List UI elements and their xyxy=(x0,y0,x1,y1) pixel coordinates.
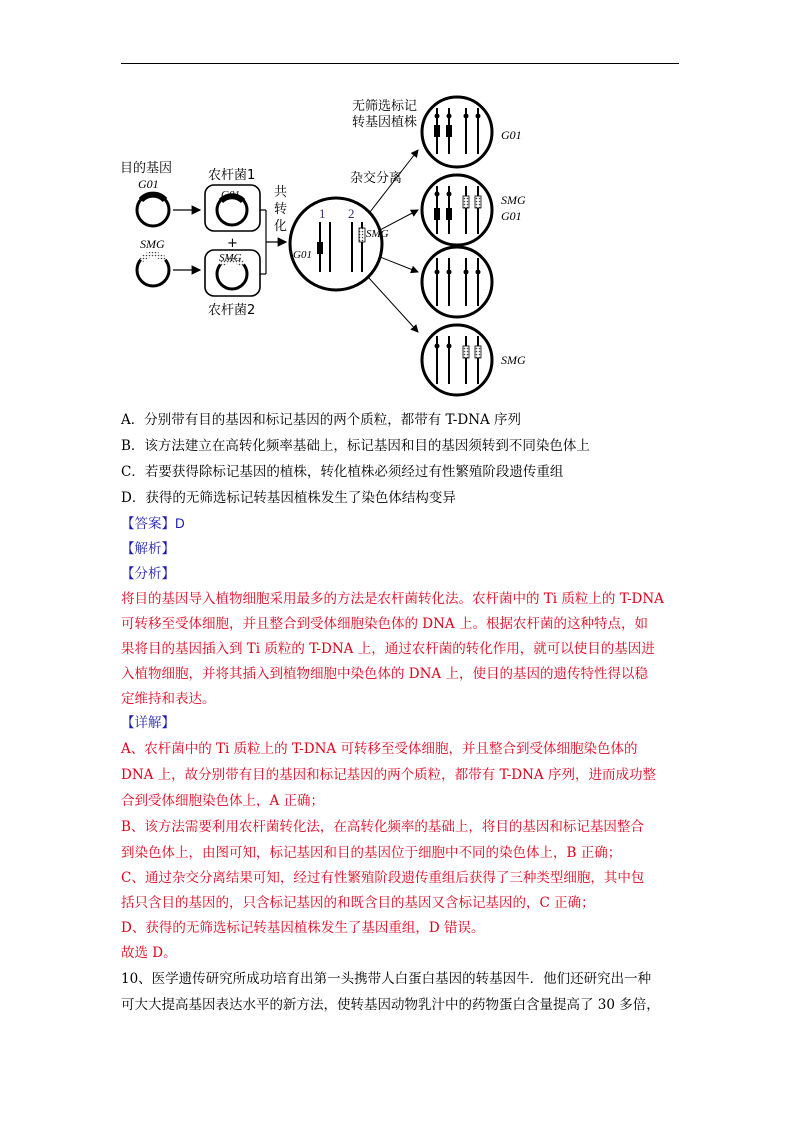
analysis-line-5: 定维持和表达。 xyxy=(121,691,216,707)
out4-smg-label: SMG xyxy=(501,353,526,367)
detail-line-3: 合到受体细胞染色体上，A 正确； xyxy=(121,793,325,809)
out2-smg-label: SMG xyxy=(501,193,526,207)
co-char-1: 共 xyxy=(274,185,288,200)
detail-line-7: 括只含目的基因的，只含标记基因的和既含目的基因又含标记基因的，C 正确； xyxy=(121,895,595,911)
detail-line-8: D、获得的无筛选标记转基因植株发生了基因重组，D 错误。 xyxy=(121,920,485,936)
xiangjie-heading: 【详解】 xyxy=(121,715,175,730)
transformed-cell xyxy=(290,198,382,290)
detail-line-9: 故选 D。 xyxy=(121,945,177,961)
out2-g01-label: G01 xyxy=(501,209,522,223)
output-cell-none xyxy=(422,247,492,317)
transformation-diagram xyxy=(118,92,558,402)
option-a: A．分别带有目的基因和标记基因的两个质粒，都带有 T-DNA 序列 xyxy=(121,412,522,428)
target-gene-label: 目的基因 xyxy=(120,161,173,176)
plus-sign: + xyxy=(227,236,238,251)
g01-insert xyxy=(141,195,165,200)
analysis-line-3: 果将目的基因插入到 Ti 质粒的 T-DNA 上，通过农杆菌的转化作用，就可以使目的基因进 xyxy=(121,641,655,657)
detail-line-2: DNA 上，故分别带有目的基因和标记基因的两个质粒，都带有 T-DNA 序列，进而成功整 xyxy=(121,767,656,783)
arrow-out4 xyxy=(368,277,418,332)
detail-line-4: B、该方法需要利用农杆菌转化法，在高转化频率的基础上，将目的基因和标记基因整合 xyxy=(121,819,644,835)
agro2-smg-label: SMG xyxy=(219,252,242,264)
smg-insert xyxy=(141,255,165,260)
detail-line-1: A、农杆菌中的 Ti 质粒上的 T-DNA 可转移至受体细胞，并且整合到受体细胞染色体的 xyxy=(121,741,638,757)
agro1-g01-label: G01 xyxy=(221,189,240,201)
detail-line-5: 到染色体上，由图可知，标记基因和目的基因位于细胞中不同的染色体上，B 正确； xyxy=(121,845,622,861)
co-char-2: 转 xyxy=(274,202,288,217)
output-cell-smg xyxy=(422,325,492,395)
chrom1-label: 1 xyxy=(319,206,326,221)
analysis-line-1: 将目的基因导入植物细胞采用最多的方法是农杆菌转化法。农杆菌中的 Ti 质粒上的 T-DNA xyxy=(121,591,664,607)
arrow-out3 xyxy=(380,257,418,272)
next-question-line-1: 10、医学遗传研究所成功培育出第一头携带人白蛋白基因的转基因牛．他们还研究出一种 xyxy=(121,971,652,987)
fenxi-heading: 【分析】 xyxy=(121,566,175,581)
option-b: B．该方法建立在高转化频率基础上，标记基因和目的基因须转到不同染色体上 xyxy=(121,438,590,454)
arrow-out2 xyxy=(380,210,418,230)
header-rule xyxy=(121,63,679,64)
output-cell-smg-g01 xyxy=(422,175,492,245)
analysis-line-2: 可转移至受体细胞，并且整合到受体细胞染色体的 DNA 上。根据农杆菌的这种特点，如 xyxy=(121,616,648,632)
cell-smg-label: SMG xyxy=(366,228,389,240)
no-marker-line2: 转基因植株 xyxy=(352,115,418,130)
chrom2-label: 2 xyxy=(348,206,355,221)
output-cell-g01 xyxy=(422,97,492,167)
cell-g01-label: G01 xyxy=(293,249,312,261)
smg-label: SMG xyxy=(140,237,165,251)
no-marker-line1: 无筛选标记 xyxy=(352,99,418,114)
option-d: D．获得的无筛选标记转基因植株发生了染色体结构变异 xyxy=(121,490,456,506)
co-char-3: 化 xyxy=(274,219,288,234)
jiexi-heading: 【解析】 xyxy=(121,541,175,556)
g01-label: G01 xyxy=(138,177,159,191)
analysis-line-4: 入植物细胞，并将其插入到植物细胞中染色体的 DNA 上，使目的基因的遗传特性得以稳 xyxy=(121,666,648,682)
option-c: C．若要获得除标记基因的植株，转化植株必须经过有性繁殖阶段遗传重组 xyxy=(121,464,564,480)
answer-tag: 【答案】 xyxy=(121,516,175,531)
detail-line-6: C、通过杂交分离结果可知，经过有性繁殖阶段遗传重组后获得了三种类型细胞，其中包 xyxy=(121,870,645,886)
out1-g01-label: G01 xyxy=(501,128,522,142)
next-question-line-2: 可大大提高基因表达水平的新方法，使转基因动物乳汁中的药物蛋白含量提高了 30 多倍， xyxy=(121,997,660,1013)
answer-value: D xyxy=(175,516,185,531)
cross-separation-label: 杂交分离 xyxy=(350,171,403,186)
agro1-label: 农杆菌1 xyxy=(208,168,256,183)
agro2-label: 农杆菌2 xyxy=(208,303,256,318)
answer-line xyxy=(121,515,185,533)
